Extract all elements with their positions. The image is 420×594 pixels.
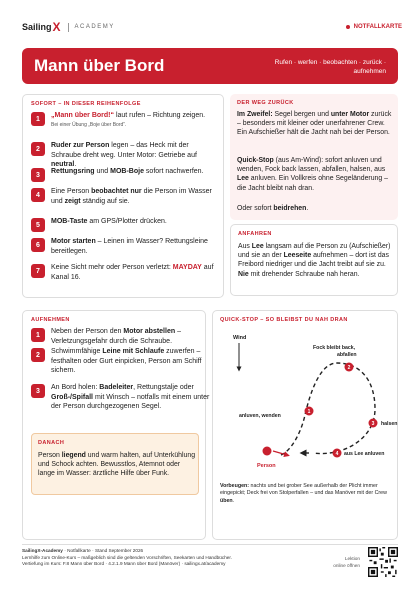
recovery-step-number: 3 <box>31 384 45 398</box>
emphasis-text: Groß-/Spifall <box>51 393 93 401</box>
step-item <box>31 263 219 282</box>
page-subtitle: Rufen · werfen · beobachten · zurück · aufnehmen <box>274 59 386 75</box>
return-heading: DER WEG ZURÜCK <box>237 100 294 106</box>
recovery-step-number: 2 <box>31 348 45 362</box>
step-item <box>31 141 219 170</box>
body-text: Neben der Person den <box>51 328 124 335</box>
recovery-step-number: 1 <box>31 328 45 342</box>
body-text: mit Winsch – notfalls mit einem unter der Person durchgezogenen Segel. <box>51 393 210 410</box>
emphasis-text: Ruder zur Person <box>51 142 110 149</box>
recovery-step-text <box>51 383 219 412</box>
prevention-note <box>220 483 392 505</box>
return-para <box>237 204 393 213</box>
footer-line-2: Lernhilfe zum Online-Kurs – maßgeblich sind die geltenden Vorschriften, Seekarten und Handbücher. <box>22 554 233 560</box>
emphasis-text: Rettungsring <box>51 168 95 175</box>
return-card <box>230 94 398 220</box>
course-loop <box>281 363 375 455</box>
step-num-1: 1 <box>307 409 311 415</box>
aftercare-box <box>31 433 199 495</box>
body-text: Eine Person <box>51 188 92 195</box>
body-text: Aus <box>238 243 252 250</box>
body-text: . <box>306 205 309 212</box>
step-num-2: 2 <box>347 365 351 371</box>
step-text <box>51 167 204 182</box>
body-text: langsam auf die Person zu (Aufschießer) und sie an der <box>238 243 391 260</box>
step-text <box>51 217 167 232</box>
step-number: 7 <box>31 264 45 278</box>
body-text: An Bord holen: <box>51 384 100 391</box>
emphasis-text: „Mann über Bord!“ <box>51 112 114 119</box>
step-text <box>51 187 219 206</box>
approach-text <box>238 242 394 279</box>
approach-heading: ANFAHREN <box>238 231 272 237</box>
emphasis-text: Leine mit Schlaufe <box>102 348 165 355</box>
body-text: sofort nachwerfen. <box>143 168 204 175</box>
quickstop-diagram <box>213 323 399 483</box>
step-number: 1 <box>31 112 45 126</box>
step-number: 6 <box>31 238 45 252</box>
emphasis-text: beobachtet nur <box>91 188 142 195</box>
step-item <box>31 167 219 182</box>
body-text: Segel bergen und <box>272 111 331 118</box>
step-note: Bei einer Übung „Boje über Bord“. <box>51 121 127 128</box>
recovery-step-item <box>31 327 219 346</box>
lesson-link-line-2: online öffnen <box>333 562 360 568</box>
anluven-label: anluven, wenden <box>239 413 281 419</box>
card-type-badge <box>346 24 402 30</box>
emphasis-text: Nie <box>238 270 249 278</box>
step-num-3: 3 <box>371 421 375 427</box>
emphasis-text: Lee <box>237 175 249 183</box>
body-text: . <box>74 161 77 168</box>
quickstop-heading: QUICK-STOP – SO BLEIBST DU NAH DRAN <box>220 317 348 323</box>
step-text <box>51 111 205 129</box>
step-text <box>51 263 219 282</box>
recovery-heading: AUFNEHMEN <box>31 317 70 323</box>
body-text: . <box>232 497 235 504</box>
body-text: legen – das Heck mit der Schraube dreht weg. Unter Motor: Getriebe auf <box>51 142 197 159</box>
emphasis-text: Leeseite <box>283 252 312 260</box>
recovery-step-item <box>31 383 219 412</box>
emphasis-text: Im Zweifel: <box>237 111 273 118</box>
person-marker-icon <box>263 447 272 456</box>
footer-divider <box>22 544 398 545</box>
emphasis-text: Lee <box>251 243 264 250</box>
emphasis-text: beidrehen <box>273 205 307 212</box>
fock-label: Fock bleibt back, <box>313 345 356 351</box>
body-text: anluven. Ein Vollkreis ohne Segeländerung – die Jacht bleibt nah dran. <box>237 175 388 192</box>
footer-meta: · Notfallkarte · Stand September 2026 <box>62 548 144 553</box>
return-arrow-icon <box>273 451 287 455</box>
body-text: Schwimmfähige <box>51 348 103 355</box>
recovery-step-text <box>51 327 219 346</box>
steps-card <box>22 94 224 298</box>
wind-label: Wind <box>233 335 247 341</box>
body-text: ständig auf sie. <box>80 197 130 205</box>
emphasis-text: MAYDAY <box>172 264 202 271</box>
title-banner <box>22 48 398 84</box>
recovery-step-item <box>31 347 219 376</box>
emphasis-text: üben <box>220 497 233 504</box>
body-text: – Verletzungsgefahr durch die Schraube. <box>51 328 181 345</box>
brand-name: Sailing <box>22 22 52 32</box>
body-text: mit drehender Schraube nah heran. <box>248 270 360 278</box>
lee-label: aus Lee anluven <box>344 451 385 457</box>
body-text: laut rufen – Richtung zeigen. <box>114 112 206 119</box>
badge-dot-icon <box>346 25 350 29</box>
step-item <box>31 111 219 129</box>
body-text: am GPS/Plotter drücken. <box>87 218 167 225</box>
body-text: und warm halten, auf Unterkühlung und Schock achten. Bewusstlos, Atemnot oder lange im Wasser: ärztliche Hilfe über Funk. <box>38 452 196 478</box>
quickstop-card <box>212 310 398 540</box>
body-text: auf Kanal 16. <box>51 264 214 281</box>
person-label: Person <box>257 463 276 469</box>
body-text: zurück – besonders mit kleiner oder unerfahrener Crew. Ein Aufschießer hält die Jacht nah bei der Person. <box>237 111 392 137</box>
footer-brand: SailingX-Academy <box>22 548 63 553</box>
steps-heading: SOFORT – IN DIESER REIHENFOLGE <box>31 101 141 107</box>
brand-x-mark: X <box>52 20 61 34</box>
return-para <box>237 110 393 138</box>
step-item <box>31 217 219 232</box>
qr-code-icon[interactable] <box>368 547 398 577</box>
step-text <box>51 237 219 256</box>
body-text: – Leinen im Wasser? Rettungsleine bereitlegen. <box>51 238 208 255</box>
emphasis-text: liegend <box>61 452 86 459</box>
brand-academy: ACADEMY <box>74 24 115 30</box>
aftercare-heading: DANACH <box>38 440 65 446</box>
body-text: Keine Sicht mehr oder Person verletzt: <box>51 264 173 271</box>
footer-line-3[interactable]: Vertiefung im Kurs: F.8 Mann über Bord · 4.2.1.9 Mann über Bord (Manöver) · sailingx.at/academy <box>22 561 226 567</box>
body-text: (aus Am-Wind): sofort anluven und wenden, Fock back lassen, abfallen, halsen, aus <box>237 157 386 174</box>
emphasis-text: Motor abstellen <box>123 328 176 335</box>
step-number: 4 <box>31 188 45 202</box>
brand-divider <box>68 23 69 32</box>
body-text: und <box>94 168 111 175</box>
lesson-link-line-1: Lektion <box>344 556 360 561</box>
recovery-card <box>22 310 210 540</box>
page-title: Mann über Bord <box>34 56 165 75</box>
body-text: nachts und bei grober See außerhalb der Plicht immer eingepickt; Deck frei von Stolperfallen – und das Manöver mit der Crew <box>220 483 387 497</box>
step-num-4: 4 <box>335 451 339 457</box>
emphasis-text: Motor starten <box>51 238 96 245</box>
step-number: 2 <box>31 142 45 156</box>
aftercare-text <box>38 451 196 479</box>
card-type-label: NOTFALLKARTE <box>353 24 402 30</box>
recovery-step-text <box>51 347 219 376</box>
footer-line-1 <box>22 548 398 555</box>
online-lesson-link[interactable] <box>333 556 360 569</box>
body-text: die Person im Wasser und <box>51 188 212 205</box>
brand-logo <box>22 20 115 34</box>
step-item <box>31 187 219 206</box>
return-para <box>237 156 393 193</box>
emphasis-text: neutral <box>51 161 75 168</box>
body-text: Oder sofort <box>237 205 274 212</box>
body-text: zuwerfen – festhalten oder Gurt einpicken, Person am Schiff sichern. <box>51 348 202 374</box>
body-text: aufnehmen – dort ist das Freibord niedriger und die Jacht treibt auf sie zu. <box>238 252 389 269</box>
emphasis-text: unter Motor <box>330 111 370 118</box>
step-item <box>31 237 219 256</box>
halsen-label: halsen <box>381 421 398 427</box>
step-number: 5 <box>31 218 45 232</box>
approach-card <box>230 224 398 296</box>
body-text: Person <box>38 452 62 459</box>
step-number: 3 <box>31 168 45 182</box>
emphasis-text: Quick-Stop <box>237 157 274 164</box>
emphasis-text: zeigt <box>64 197 81 205</box>
emphasis-text: Badeleiter <box>99 384 134 391</box>
step-text <box>51 141 219 170</box>
emphasis-text: Vorbeugen: <box>220 483 250 489</box>
body-text: , Rettungstalje oder <box>133 384 194 391</box>
abfallen-label: abfallen <box>337 352 357 358</box>
emphasis-text: MOB-Boje <box>110 168 144 175</box>
emphasis-text: MOB-Taste <box>51 218 88 225</box>
